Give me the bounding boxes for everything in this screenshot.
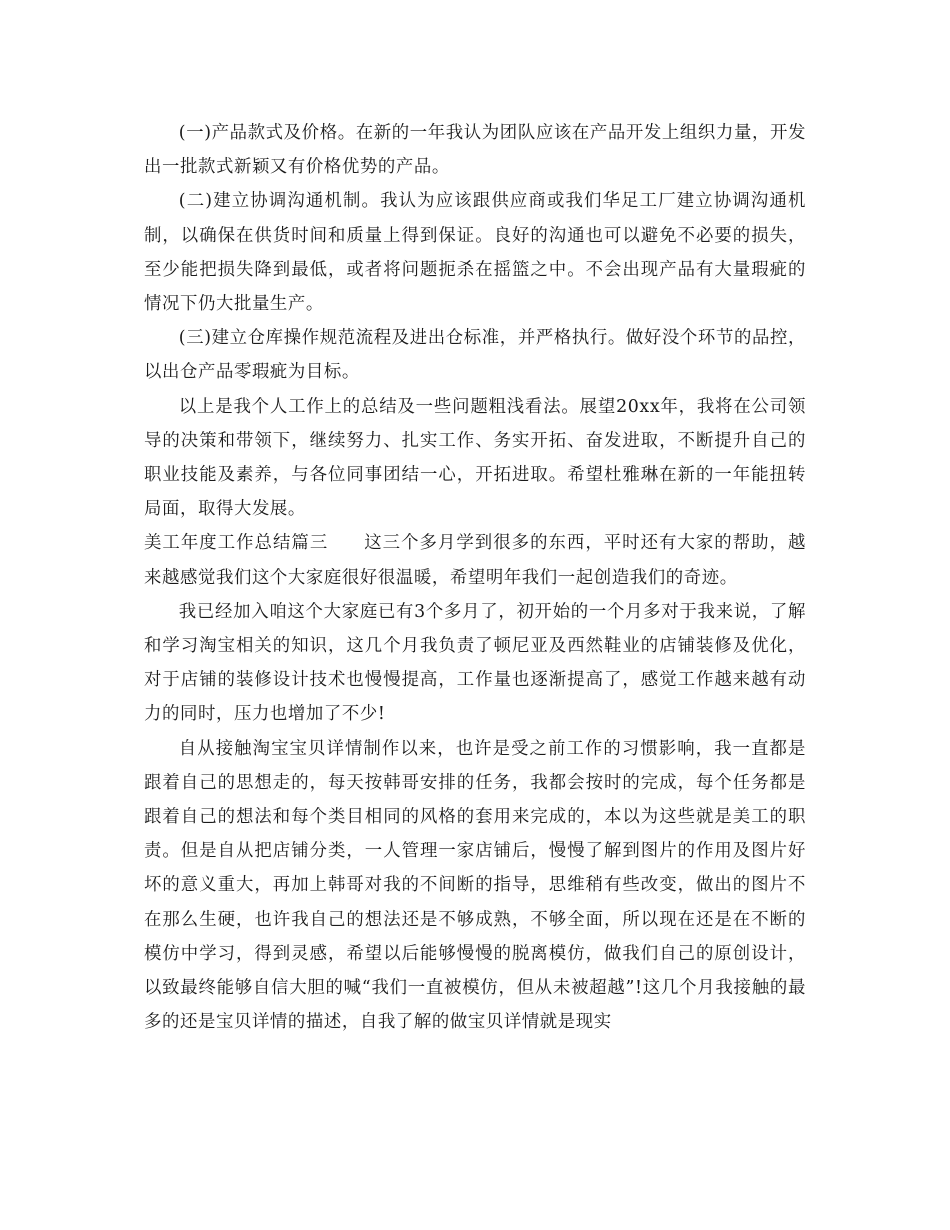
paragraph-warehouse: (三)建立仓库操作规范流程及进出仓标准，并严格执行。做好没个环节的品控，以出仓产品零瑕疵为目标。	[144, 328, 806, 383]
section-heading: 美工年度工作总结篇三	[144, 533, 329, 554]
paragraph-summary: 以上是我个人工作上的总结及一些问题粗浅看法。展望20xx年，我将在公司领导的决策和带领下，继续努力、扎实工作、务实开拓、奋发进取，不断提升自己的职业技能及素养，与各位同事团结一心，开拓进取。希望杜雅琳在新的一年能扭转局面，取得大发展。	[144, 396, 806, 520]
document-body	[144, 116, 806, 1039]
section-intro: 这三个多月学到很多的东西，平时还有大家的帮助，越来越感觉我们这个大家庭很好很温暖，希望明年我们一起创造我们的奇迹。	[144, 533, 806, 588]
paragraph-communication: (二)建立协调沟通机制。我认为应该跟供应商或我们华足工厂建立协调沟通机制，以确保在供货时间和质量上得到保证。良好的沟通也可以避免不必要的损失，至少能把损失降到最低，或者将问题扼杀在摇篮之中。不会出现产品有大量瑕疵的情况下仍大批量生产。	[144, 191, 806, 315]
section-three	[144, 526, 806, 594]
paragraph-detail-pages: 自从接触淘宝宝贝详情制作以来，也许是受之前工作的习惯影响，我一直都是跟着自己的思想走的，每天按韩哥安排的任务，我都会按时的完成，每个任务都是跟着自己的想法和每个类目相同的风格的套用来完成的，本以为这些就是美工的职责。但是自从把店铺分类，一人管理一家店铺后，慢慢了解到图片的作用及图片好坏的意义重大，再加上韩哥对我的不间断的指导，思维稍有些改变，做出的图片不在那么生硬，也许我自己的想法还是不够成熟，不够全面，所以现在还是在不断的模仿中学习，得到灵感，希望以后能够慢慢的脱离模仿，做我们自己的原创设计，以致最终能够自信大胆的喊“我们一直被模仿，但从未被超越”!这几个月我接触的最多的还是宝贝详情的描述，自我了解的做宝贝详情就是现实	[144, 738, 806, 1033]
paragraph-product-style: (一)产品款式及价格。在新的一年我认为团队应该在产品开发上组织力量，开发出一批款式新颖又有价格优势的产品。	[144, 123, 806, 178]
paragraph-joined-family: 我已经加入咱这个大家庭已有3个多月了，初开始的一个月多对于我来说，了解和学习淘宝相关的知识，这几个月我负责了顿尼亚及西然鞋业的店铺装修及优化，对于店铺的装修设计技术也慢慢提高，工作量也逐渐提高了，感觉工作越来越有动力的同时，压力也增加了不少!	[144, 601, 806, 725]
